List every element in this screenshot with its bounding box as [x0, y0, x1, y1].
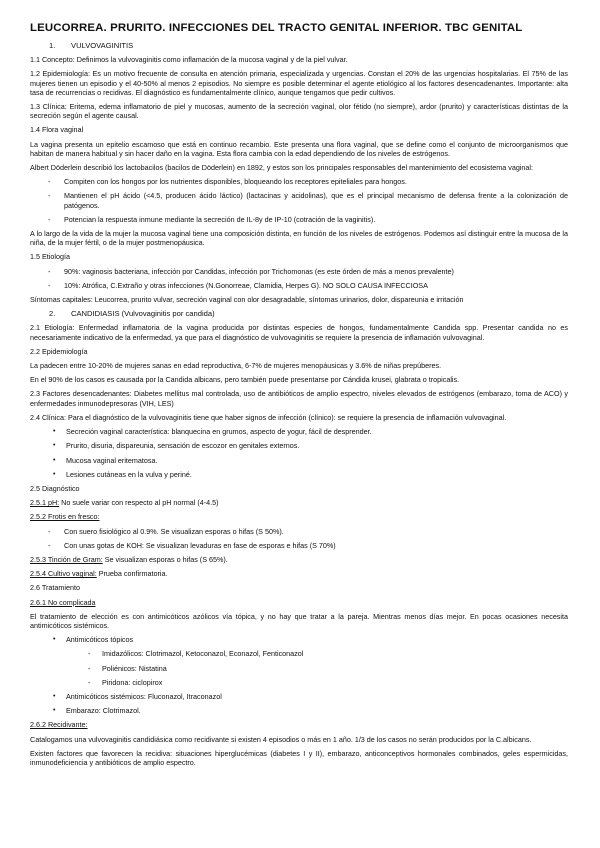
paragraph-clinica-candida: 2.4 Clínica: Para el diagnóstico de la vulvovaginitis tiene que haber signos de infección (clínico): se requiere la presencia de inflamación vulvovaginal. [30, 412, 507, 422]
document-title: LEUCORREA. PRURITO. INFECCIONES DEL TRACTO GENITAL INFERIOR. TBC GENITAL [30, 22, 523, 34]
section-label: VULVOVAGINITIS [71, 41, 134, 50]
list-item: - Poliénicos: Nistatina [30, 664, 568, 673]
list-item: - Con unas gotas de KOH: Se visualizan levaduras en fase de esporas e hifas (S 70%) [30, 541, 568, 550]
paragraph-doderlein: Albert Döderlein describió los lactobacilos (bacilos de Döderlein) en 1892, y estos son los principales responsables del mantenimiento del ecosistema vaginal: [30, 163, 533, 173]
diagnostico-label: 2.5.3 Tinción de Gram: [30, 554, 103, 564]
diagnostico-label: 2.5.4 Cultivo vaginal: [30, 569, 97, 579]
list-item: - 90%: vaginosis bacteriana, infección por Candidas, infección por Trichomonas (es este órden de más a menos prevalente) [30, 267, 568, 276]
list-item-sistemicos: • Antimicóticos sistémicos: Fluconazol, Itraconazol [30, 692, 568, 701]
etiologia-list [30, 267, 568, 290]
paragraph-tratamiento: El tratamiento de elección es con antimicóticos azólicos vía tópica, y no hay que tratar a la pareja. Mientras menos días mejor. En pocas ocasiones necesita antimicóticos sistémicos. [30, 611, 568, 630]
list-item: • Secreción vaginal característica: blanquecina en grumos, aspecto de yogur, fácil de desprender. [30, 427, 568, 436]
list-item: • Mucosa vaginal eritematosa. [30, 456, 568, 465]
list-item: - Mantienen el pH ácido (<4.5, producen ácido láctico) (lactacinas y acidolinas), que es el principal mecanismo de defensa frente a la colonización de patógenos. [30, 191, 568, 209]
paragraph-sintomas: Síntomas capitales: Leucorrea, prurito vulvar, secreción vaginal con olor desagradable, síntomas urinarios, dolor, dispareunia e irritación [30, 295, 464, 305]
list-item: • Prurito, disuria, dispareunia, sensación de escozor en genitales externos. [30, 441, 568, 450]
diagnostico-text: Se visualizan esporas o hifas (S 65%). [102, 554, 228, 564]
section-number: 2. [49, 309, 56, 319]
subheading-epidemiologia: 2.2 Epidemiología [30, 346, 88, 356]
list-item: - Con suero fisiológico al 0.9%. Se visualizan esporas o hifas (S 50%). [30, 527, 568, 536]
diagnostico-frotis [30, 512, 568, 521]
section-heading-candidiasis [49, 309, 568, 318]
section-heading-vulvovaginitis [49, 41, 568, 50]
list-item: - Compiten con los hongos por los nutrientes disponibles, bloqueando los receptores epiteliales para hongos. [30, 177, 568, 186]
list-item: - Imidazólicos: Clotrimazol, Ketoconazol, Econazol, Fenticonazol [30, 649, 568, 658]
tratamiento-list-2 [30, 692, 568, 715]
diagnostico-ph [30, 498, 568, 507]
list-item: • Lesiones cutáneas en la vulva y periné. [30, 470, 568, 479]
paragraph-mucosa: A lo largo de la vida de la mujer la mucosa vaginal tiene una composición distinta, en función de los niveles de estrógenos. Podemos así distinguir entre la mucosa de la niña, de la mujer fértil, o de la mujer postmenopáusica. [30, 229, 568, 248]
section-label: CANDIDIASIS (Vulvovaginitis por candida) [71, 309, 215, 319]
diagnostico-text: Prueba confirmatoria. [96, 569, 168, 579]
paragraph-prevalencia: La padecen entre 10-20% de mujeres sanas en edad reproductiva, 6-7% de mujeres menopáusicas y 3.6% de niñas prepúberes. [30, 361, 442, 371]
diagnostico-label: 2.5.2 Frotis en fresco: [30, 512, 100, 522]
subheading-etiologia: 1.5 Etiología [30, 252, 70, 262]
section-number: 1. [49, 41, 56, 50]
paragraph-epidemiologia: 1.2 Epidemiología: Es un motivo frecuente de consulta en atención primaria, especializada y urgencias. Constan el 20% de las urgencias hospitalarias. El 75% de las mujeres tienen un episodio y el 40-50% al menos 2 episodios. No siempre es posible determinar el agente etiológico al los factores desencadenantes. Importante: alta tasa de recurrencias o recidivas. El diagnóstico es fundamentalmente clínico, aunque tengamos que pedir cultivos. [30, 69, 568, 97]
paragraph-clinica: 1.3 Clínica: Eritema, edema inflamatorio de piel y mucosas, aumento de la secreción vaginal, olor fétido (no siempre), ardor (prurito) y características distintas de la secreción según el agente causal. [30, 102, 568, 121]
diagnostico-label: 2.5.1 pH: [30, 498, 60, 508]
paragraph-etiologia-candida: 2.1 Etiología: Enfermedad inflamatoria de la vagina producida por distintas especies de hongos, fundamentalmente Candida spp. Presentar candida no es necesariamente indicativo de la enfermedad, ya que para el diagnóstico de vulvovaginitis se requiere la presencia de inflamación vulvovaginal. [30, 323, 568, 342]
paragraph-factores-recidiva: Existen factores que favorecen la recidiva: situaciones hiperglucémicas (diabetes I y II), embarazo, anticonceptivos hormonales combinados, geles espermicidas, inmunodeficiencia y antibióticos de amplio espectro. [30, 748, 568, 767]
topicos-sublist [30, 649, 568, 687]
paragraph-factores: 2.3 Factores desencadenantes: Diabetes mellitus mal controlada, uso de antibióticos de amplio espectro, niveles elevados de estrógenos (embarazo, toma de ACO) y enfermedades inmunodepresoras (VIH, LES) [30, 389, 568, 408]
subheading-tratamiento: 2.6 Tratamiento [30, 583, 80, 593]
paragraph-concepto: 1.1 Concepto: Definimos la vulvovaginitis como inflamación de la mucosa vaginal y de la piel vulvar. [30, 55, 348, 65]
paragraph-candida-albicans: En el 90% de los casos es causada por la Candida albicans, pero también puede presentarse por Cándida krusei, glabrata o tropicalis. [30, 375, 460, 385]
diagnostico-gram [30, 555, 568, 564]
subheading-no-complicada: 2.6.1 No complicada [30, 597, 96, 607]
list-item: - Potencian la respuesta inmune mediante la secreción de IL-8y de IP-10 (cotración de la vaginitis). [30, 215, 568, 224]
frotis-list [30, 527, 568, 550]
clinica-list [30, 427, 568, 479]
subheading-recidivante: 2.6.2 Recidivante: [30, 720, 88, 730]
paragraph-flora-intro: La vagina presenta un epitelio escamoso que está en continuo recambio. Este presenta una flora vaginal, que se define como el conjunto de microorganismos que habitan de manera habitual y sin hacer daño en la vagina. Esta flora cambia con la edad dependiendo de los niveles de estrógenos. [30, 139, 568, 158]
paragraph-recidivante: Catalogamos una vulvovaginitis candidiásica como recidivante si existen 4 episodios o más en 1 año. 1/3 de los casos no serán producidos por la C.albicans. [30, 734, 532, 744]
subheading-diagnostico: 2.5 Diagnóstico [30, 483, 80, 493]
list-item-topicos: • Antimicóticos tópicos [30, 635, 568, 644]
diagnostico-cultivo [30, 569, 568, 578]
list-item: - 10%: Atrófica, C.Extraño y otras infecciones (N.Gonorreae, Clamidia, Herpes G). NO SOLO CAUSA INFECCIOSA [30, 281, 568, 290]
diagnostico-text: No suele variar con respecto al pH normal (4-4.5) [59, 498, 219, 508]
subheading-flora-vaginal: 1.4 Flora vaginal [30, 125, 84, 135]
list-item: - Piridona: ciclopirox [30, 678, 568, 687]
list-item-embarazo: • Embarazo: Clotrimazol. [30, 706, 568, 715]
tratamiento-list [30, 635, 568, 644]
flora-list [30, 177, 568, 224]
